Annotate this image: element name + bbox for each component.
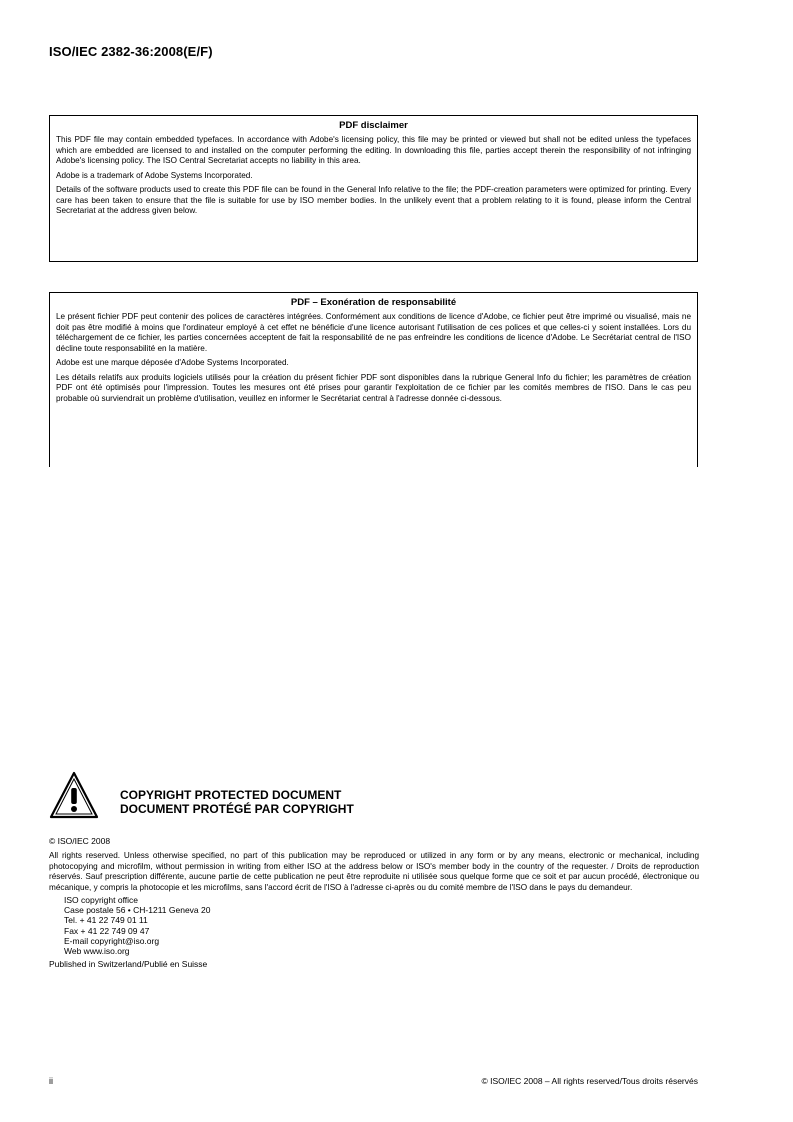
disclaimer-paragraph: Adobe is a trademark of Adobe Systems Incorporated. — [56, 170, 253, 180]
address-email: E-mail copyright@iso.org — [64, 935, 160, 946]
copyright-year: © ISO/IEC 2008 — [49, 836, 111, 846]
exoneration-paragraph: Adobe est une marque déposée d'Adobe Systems Incorporated. — [56, 358, 289, 367]
disclaimer-paragraph: Details of the software products used to create this PDF file can be found in the General Info relative to the file; the PDF-creation parameters were optimized for printing. Every care has been taken to ensure that the file is suitable for use by ISO member bodies. In the unlikely event that a problem relating to it is found, please inform the Central Secretariat at the address given below. — [56, 185, 691, 215]
address-line: Fax + 41 22 749 09 47 — [64, 925, 150, 936]
disclaimer-paragraph: This PDF file may contain embedded typefaces. In accordance with Adobe's licensing policy, this file may be printed or viewed but shall not be edited unless the typefaces which are embedded are licensed to and installed on the computer performing the editing. In downloading this file, parties accept therein the responsibility of not infringing Adobe's licensing policy. The ISO Central Secretariat accepts no liability in this area. — [56, 135, 691, 165]
exoneration-paragraph: Le présent fichier PDF peut contenir des polices de caractères intégrées. Conformément aux conditions de licence d'Adobe, ce fichier peut être imprimé ou visualisé, mais ne doit pas être modifié à moins que l'ordinateur employé à cet effet ne bénéficie d'une licence autorisant l'utilisation de ces polices et que celles-ci y soient installées. Lors du téléchargement de ce fichier, les parties concernées acceptent de fait la responsabilité de ne pas enfreindre les conditions de licence d'Adobe. Le Secrétariat central de l'ISO décline toute responsabilité en la matière. — [56, 312, 691, 353]
published-in: Published in Switzerland/Publié en Suisse — [49, 959, 208, 970]
address-line: Tel. + 41 22 749 01 11 — [64, 915, 148, 926]
copyright-notice: All rights reserved. Unless otherwise specified, no part of this publication may be reproduced or utilized in any form or by any means, electronic or mechanical, including photocopying and microfilm, without permission in writing from either ISO at the address below or ISO's member body in the country of the requester. / Droits de reproduction réservés. Sauf prescription différente, aucune partie de cette publication ne peut être reproduite ni utilisée sous quelque forme que ce soit et par aucun procédé, électronique ou mécanique, y compris la photocopie et les microfilms, sans l'accord écrit de l'ISO à l'adresse ci-après ou du comité membre de l'ISO dans le pays du demandeur. — [49, 851, 699, 892]
pdf-exoneration-box — [49, 292, 698, 467]
copyright-office-address — [64, 895, 699, 956]
address-line: ISO copyright office — [64, 895, 139, 905]
copyright-header — [49, 770, 699, 820]
footer-rights: © ISO/IEC 2008 – All rights reserved/Tous droits réservés — [481, 1076, 698, 1086]
exoneration-paragraph: Les détails relatifs aux produits logiciels utilisés pour la création du présent fichier PDF sont disponibles dans la rubrique General Info du fichier; les paramètres de création PDF ont été optimisés pour l'impression. Toutes les mesures ont été prises pour garantir l'exploitation de ce fichier par les comités membres de l'ISO. Dans le cas peu probable où surviendrait un problème d'utilisation, veuillez en informer le Secrétariat central à l'adresse donnée ci-dessous. — [56, 372, 691, 403]
page-number: ii — [49, 1076, 53, 1086]
pdf-exoneration-title: PDF – Exonération de responsabilité — [290, 297, 457, 308]
warning-triangle-icon — [49, 770, 99, 820]
copyright-title-fr: DOCUMENT PROTÉGÉ PAR COPYRIGHT — [120, 802, 354, 816]
document-id: ISO/IEC 2382-36:2008(E/F) — [49, 44, 213, 59]
copyright-title-en: COPYRIGHT PROTECTED DOCUMENT — [120, 788, 342, 802]
address-line: Case postale 56 • CH-1211 Geneva 20 — [64, 905, 211, 916]
address-web: Web www.iso.org — [64, 946, 130, 957]
pdf-disclaimer-title: PDF disclaimer — [339, 120, 408, 131]
copyright-block — [49, 770, 699, 969]
pdf-disclaimer-box — [49, 115, 698, 262]
